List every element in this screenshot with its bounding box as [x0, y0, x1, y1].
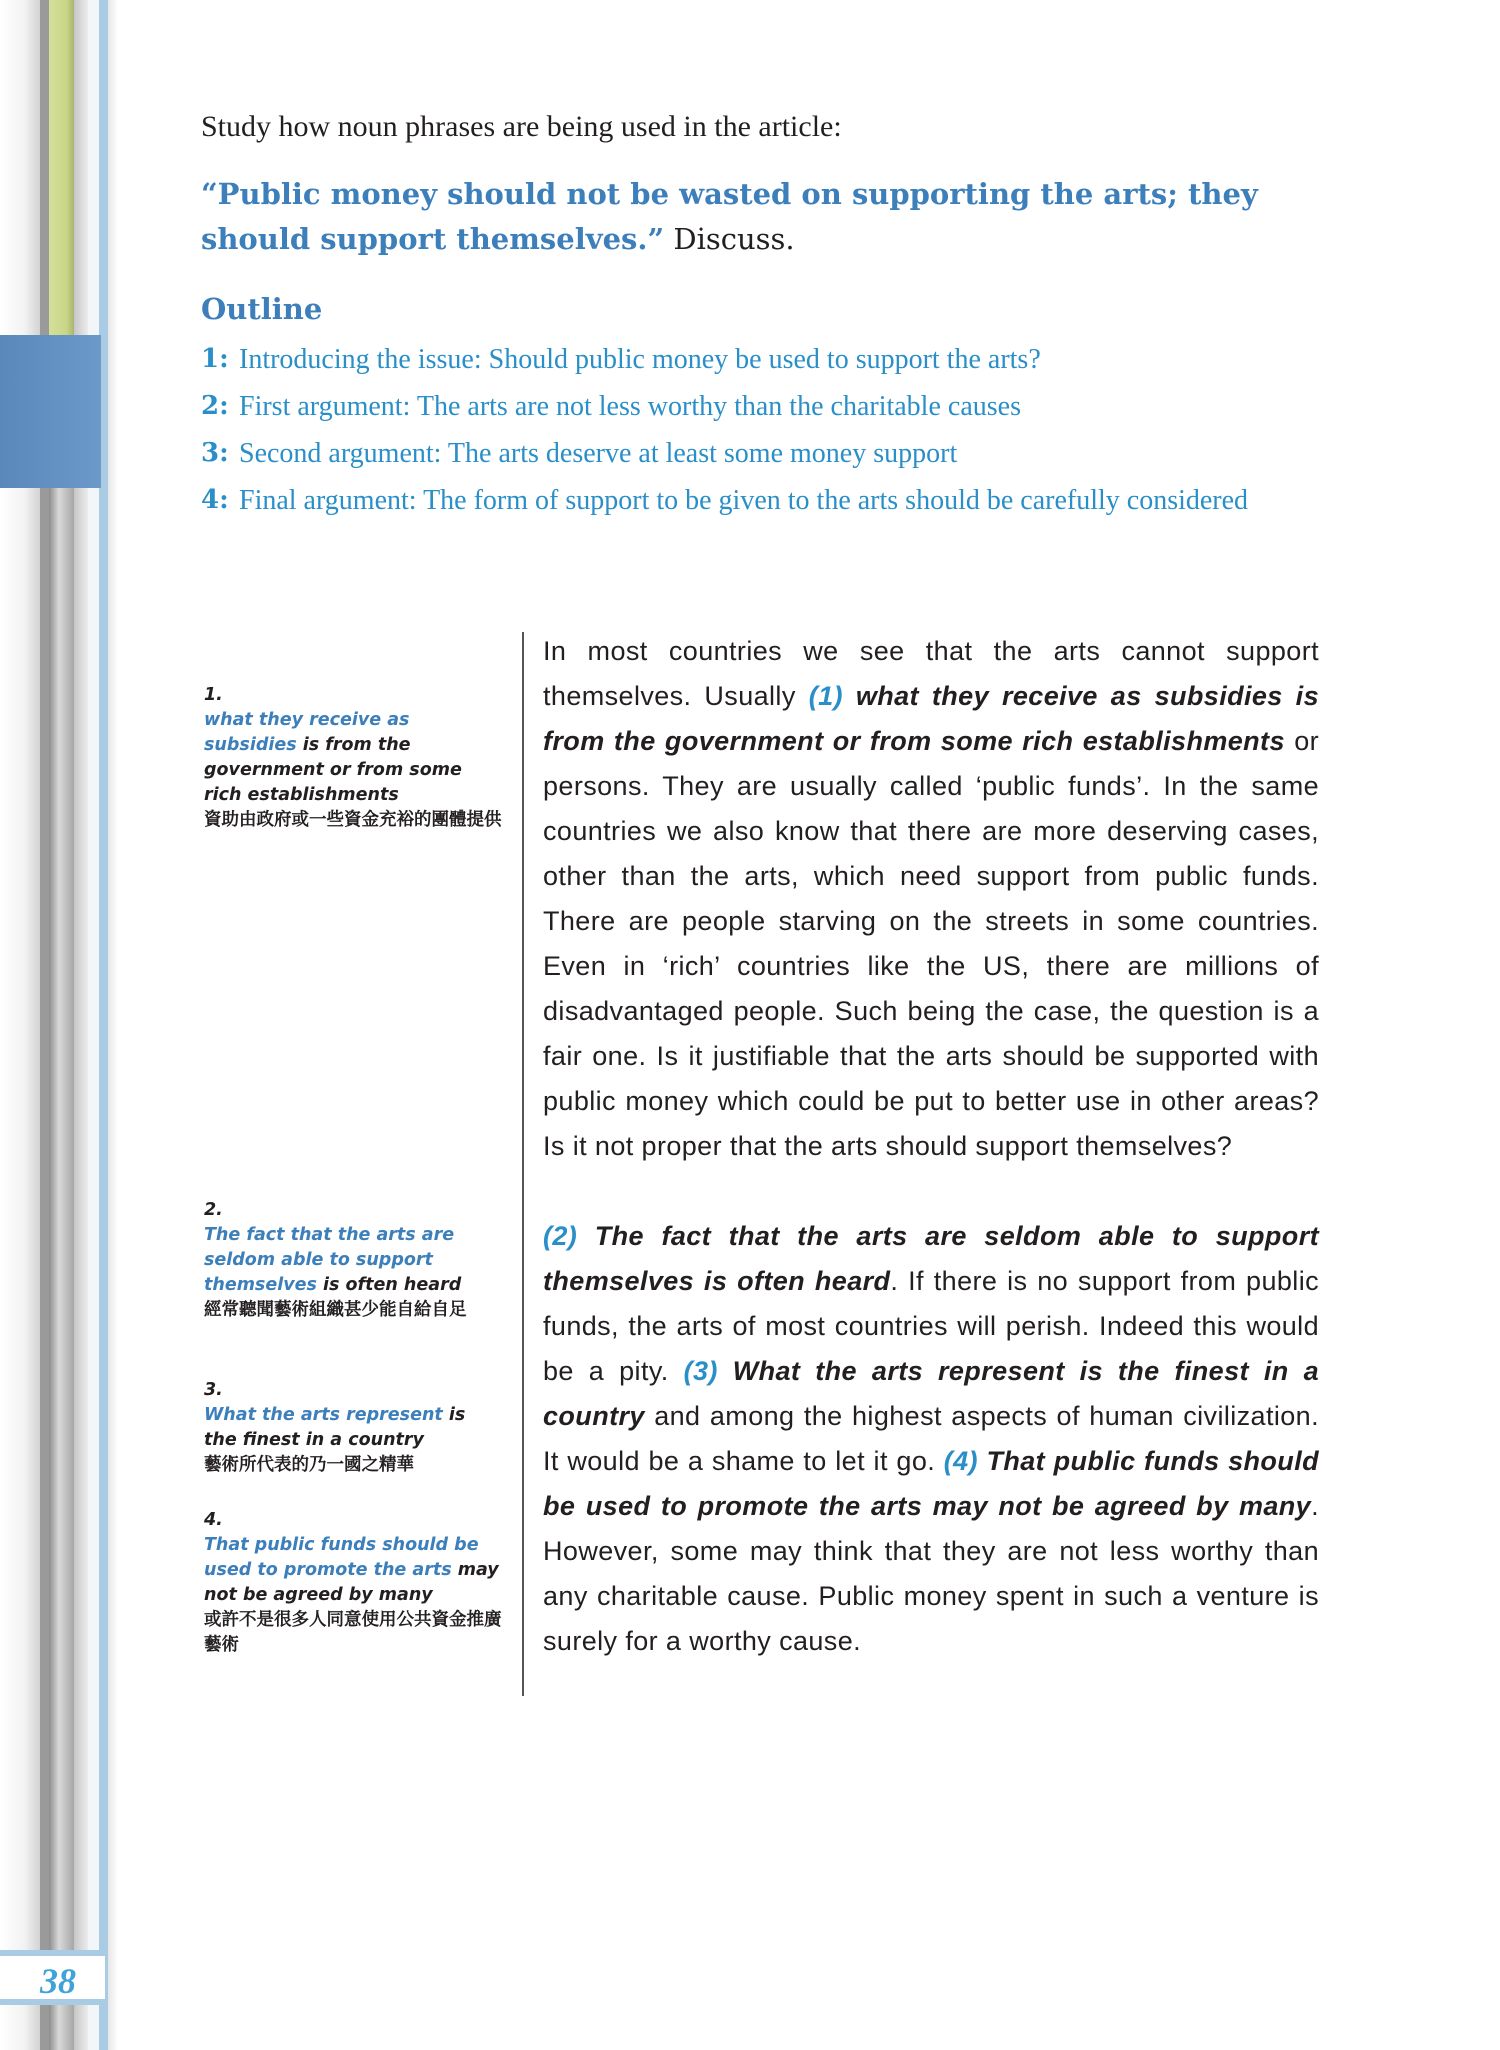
note-phrase: What the arts represent [204, 1405, 443, 1425]
outline-num: 4: [201, 485, 229, 515]
note-rest: is the finest in a country [204, 1405, 466, 1450]
outline-list [201, 336, 1321, 524]
margin-note-4 [204, 1508, 504, 1658]
note-chinese: 資助由政府或一些資金充裕的團體提供 [204, 810, 502, 830]
noun-phrase-1: what they receive as subsidies is from the government or from some rich establishments [543, 681, 1319, 756]
text: . If there is no support from public funds, the arts of most countries will perish. Indeed this would be a pity. [543, 1266, 1319, 1386]
outline-num: 1: [201, 344, 229, 374]
page-number: 38 [40, 1961, 76, 2001]
marker-1: (1) [808, 681, 843, 711]
marker-2: (2) [543, 1221, 578, 1251]
note-chinese: 或許不是很多人同意使用公共資金推廣藝術 [204, 1610, 502, 1655]
note-chinese: 經常聽聞藝術組織甚少能自給自足 [204, 1300, 467, 1320]
noun-phrase-3: What the arts represent is the finest in a country [543, 1356, 1319, 1431]
outline-num: 3: [201, 438, 229, 468]
instruction: Study how noun phrases are being used in the article: [201, 110, 842, 143]
note-phrase: That public funds should be used to promote the arts [204, 1535, 479, 1580]
outline-text: Final argument: The form of support to be given to the arts should be carefully considered [239, 485, 1249, 516]
note-number: 4. [204, 1510, 223, 1530]
decorative-margin-stripes [0, 0, 115, 2050]
margin-note-3 [204, 1378, 504, 1478]
text: . However, some may think that they are not less worthy than any charitable cause. Public money spent in such a venture is surely for a worthy cause. [543, 1491, 1319, 1656]
note-rest: may not be agreed by many [204, 1560, 499, 1605]
body-paragraph-1 [543, 629, 1319, 1169]
outline-item [201, 336, 1321, 383]
note-rest: is from the government or from some rich establishments [204, 735, 462, 805]
margin-note-2 [204, 1198, 504, 1323]
outline-item [201, 477, 1321, 524]
decorative-blue-block [0, 335, 101, 488]
noun-phrase-4: That public funds should be used to promote the arts may not be agreed by many [543, 1446, 1319, 1521]
prompt-quote: “Public money should not be wasted on supporting the arts; they should support themselves.” [201, 177, 1258, 256]
note-rest: is often heard [316, 1275, 462, 1295]
text: or persons. They are usually called ‘public funds’. In the same countries we also know that there are more deserving cases, other than the arts, which need support from public funds. There are people starving on the streets in some countries. Even in ‘rich’ countries like the US, there are millions of disadvantaged people. Such being the case, the question is a fair one. Is it justifiable that the arts should be supported with public money which could be put to better use in other areas? Is it not proper that the arts should support themselves? [543, 726, 1319, 1161]
text: In most countries we see that the arts cannot support themselves. Usually [543, 636, 1319, 711]
outline-text: First argument: The arts are not less worthy than the charitable causes [239, 391, 1021, 422]
noun-phrase-2: The fact that the arts are seldom able to support themselves is often heard [543, 1221, 1319, 1296]
margin-note-1 [204, 683, 504, 833]
text: and among the highest aspects of human civilization. It would be a shame to let it go. [543, 1401, 1319, 1476]
note-number: 1. [204, 685, 223, 705]
note-number: 3. [204, 1380, 223, 1400]
note-phrase: what they receive as subsidies [204, 710, 410, 755]
outline-text: Second argument: The arts deserve at least some money support [239, 438, 958, 469]
body-paragraph-2 [543, 1214, 1319, 1664]
note-chinese: 藝術所代表的乃一國之精華 [204, 1455, 414, 1475]
prompt-tail: Discuss. [664, 222, 795, 256]
column-divider [522, 632, 524, 1696]
outline-text: Introducing the issue: Should public money be used to support the arts? [239, 344, 1041, 375]
outline-item [201, 383, 1321, 430]
outline-item [201, 430, 1321, 477]
essay-prompt [201, 172, 1321, 262]
note-number: 2. [204, 1200, 223, 1220]
outline-heading: Outline [201, 292, 323, 326]
note-phrase: The fact that the arts are seldom able to support themselves [204, 1225, 455, 1295]
marker-3: (3) [683, 1356, 718, 1386]
marker-4: (4) [943, 1446, 978, 1476]
outline-num: 2: [201, 391, 229, 421]
